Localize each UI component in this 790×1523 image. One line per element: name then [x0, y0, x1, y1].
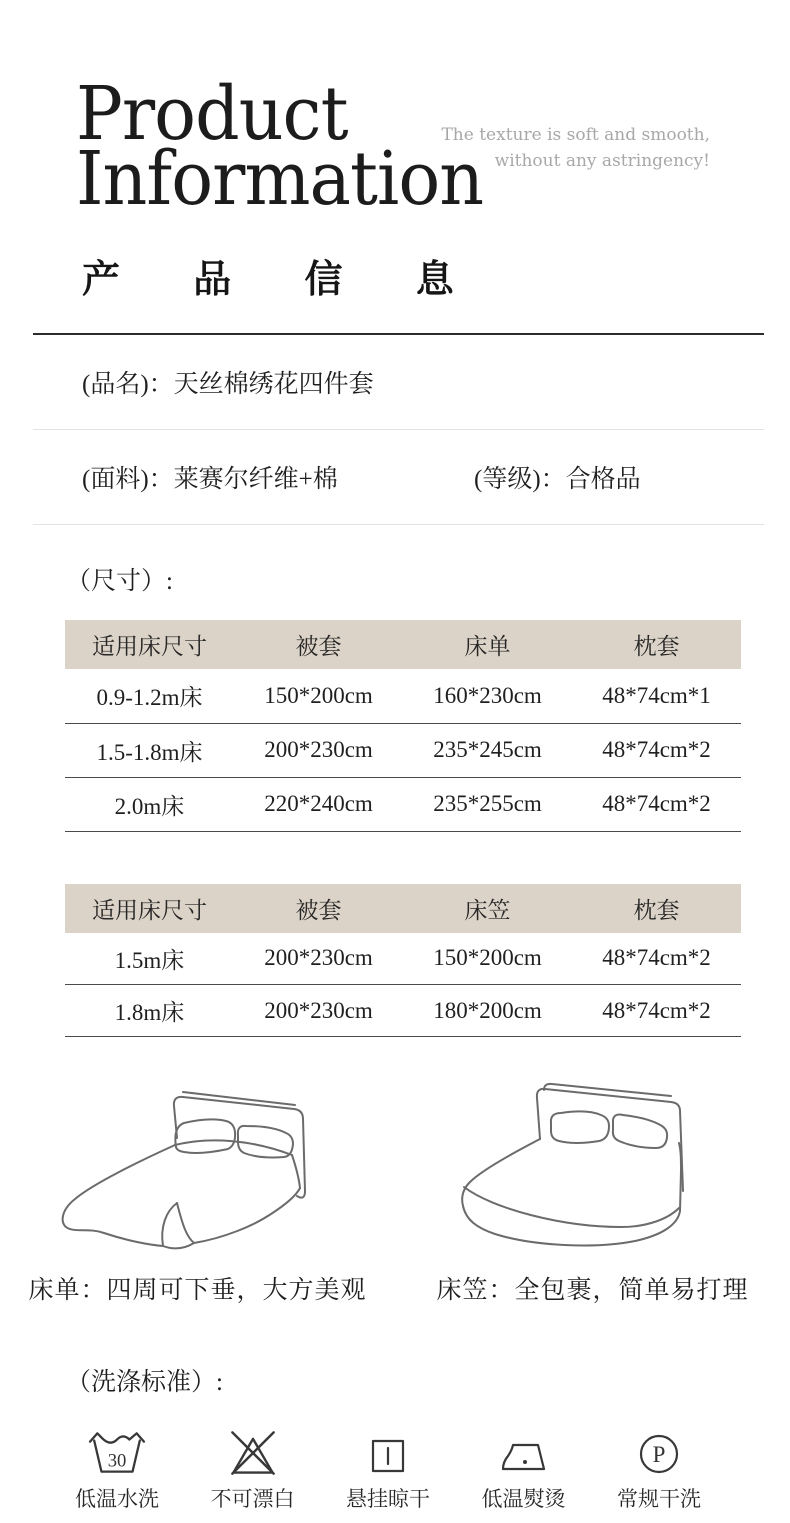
- cell-pillow: 48*74cm*2: [602, 791, 711, 817]
- fitted-sheet-bed-illustration: [443, 1075, 743, 1260]
- table-header-row: [65, 884, 741, 933]
- table-row: [65, 723, 741, 777]
- hang-dry-icon: [366, 1424, 410, 1478]
- cell-duvet: 220*240cm: [264, 791, 373, 817]
- size-table-fitted: [65, 884, 741, 1038]
- care-icons-row: [56, 1424, 720, 1513]
- cell-bed-size: 1.8m床: [114, 1000, 185, 1026]
- care-item-hang-dry: [327, 1424, 449, 1513]
- cell-duvet: 200*230cm: [264, 945, 373, 971]
- col-header-bed-size: 适用床尺寸: [65, 884, 234, 933]
- fabric-value: 莱赛尔纤维+棉: [173, 466, 338, 494]
- cell-sheet: 235*245cm: [433, 737, 542, 763]
- product-name-label: (品名)：: [82, 371, 174, 399]
- page-title-cn: 产 品 信 息: [82, 257, 484, 302]
- care-label: 低温水洗: [75, 1487, 159, 1512]
- table-header-row: [65, 620, 741, 669]
- size-table-sheet: [65, 620, 741, 832]
- care-label: 悬挂晾干: [346, 1487, 430, 1512]
- page-title-en-line2: Information: [76, 136, 484, 223]
- grade-value: 合格品: [565, 466, 641, 494]
- cell-bed-size: 2.0m床: [114, 793, 185, 819]
- cell-duvet: 200*230cm: [264, 997, 373, 1023]
- grade-label: (等级)：: [474, 466, 566, 494]
- size-section-heading: （尺寸）:: [66, 568, 173, 596]
- tagline: [441, 122, 710, 175]
- cell-duvet: 150*200cm: [264, 682, 373, 708]
- product-name-value: 天丝棉绣花四件套: [173, 371, 374, 399]
- cell-sheet: 235*255cm: [433, 791, 542, 817]
- cell-pillow: 48*74cm*2: [602, 945, 711, 971]
- tagline-line1: The texture is soft and smooth,: [441, 125, 710, 145]
- col-header-duvet-cover: 被套: [234, 620, 403, 669]
- bed-illustrations: [0, 1075, 790, 1306]
- dry-clean-icon: [635, 1424, 683, 1478]
- cell-pillow: 48*74cm*2: [602, 737, 711, 763]
- col-header-pillowcase: 枕套: [572, 620, 741, 669]
- care-label: 常规干洗: [617, 1487, 701, 1512]
- page-header: [0, 0, 790, 303]
- iron-low-temp-icon: [498, 1424, 550, 1478]
- table-row: [65, 669, 741, 723]
- row-divider: [33, 524, 764, 525]
- page-title-en-line1: Product: [76, 71, 348, 157]
- col-header-fitted-sheet: 床笠: [403, 884, 572, 933]
- col-header-duvet-cover: 被套: [234, 884, 403, 933]
- no-bleach-icon: [228, 1424, 278, 1478]
- fabric-grade-row: [0, 430, 790, 524]
- cell-bed-size: 0.9-1.2m床: [96, 685, 203, 711]
- cell-fitted: 180*200cm: [433, 997, 542, 1023]
- cell-pillow: 48*74cm*1: [602, 682, 711, 708]
- table-row: [65, 985, 741, 1037]
- fabric-label: (面料)：: [82, 466, 174, 494]
- col-header-flat-sheet: 床单: [403, 620, 572, 669]
- fitted-sheet-caption: 床笠：全包裹，简单易打理: [436, 1277, 749, 1305]
- fitted-sheet-figure: [395, 1075, 790, 1306]
- wash-30-icon: [88, 1424, 146, 1478]
- col-header-pillowcase: 枕套: [572, 884, 741, 933]
- col-header-bed-size: 适用床尺寸: [65, 620, 234, 669]
- care-label: 不可漂白: [210, 1487, 295, 1512]
- cell-bed-size: 1.5-1.8m床: [96, 739, 203, 765]
- care-item-dry-clean: [598, 1424, 720, 1513]
- cell-duvet: 200*230cm: [264, 737, 373, 763]
- care-section-heading: （洗涤标准）:: [66, 1369, 223, 1397]
- care-item-no-bleach: [192, 1424, 314, 1513]
- flat-sheet-bed-illustration: [48, 1075, 348, 1260]
- svg-text:P: P: [652, 1442, 666, 1468]
- care-item-iron: [463, 1424, 585, 1513]
- tagline-line2: without any astringency!: [494, 151, 710, 172]
- cell-sheet: 160*230cm: [433, 682, 542, 708]
- flat-sheet-caption: 床单：四周可下垂，大方美观: [28, 1277, 367, 1305]
- product-name-row: [0, 335, 790, 429]
- cell-pillow: 48*74cm*2: [602, 997, 711, 1023]
- flat-sheet-figure: [0, 1075, 395, 1306]
- cell-bed-size: 1.5m床: [114, 947, 185, 973]
- cell-fitted: 150*200cm: [433, 945, 542, 971]
- grade-field: [474, 459, 641, 495]
- care-item-wash: [56, 1424, 178, 1513]
- svg-text:30: 30: [107, 1450, 127, 1472]
- table-row: [65, 933, 741, 985]
- care-label: 低温熨烫: [481, 1487, 566, 1512]
- table-row: [65, 777, 741, 831]
